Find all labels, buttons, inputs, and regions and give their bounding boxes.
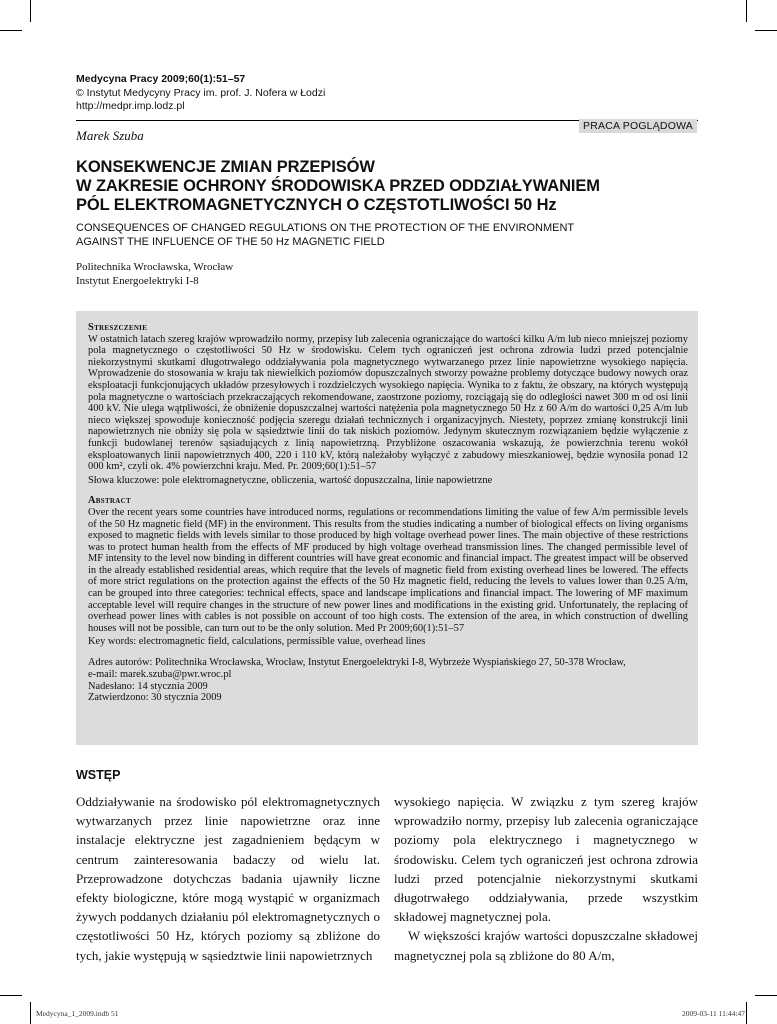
abstract-box [76, 311, 698, 745]
affiliations [76, 260, 233, 288]
author-address: Adres autorów: Politechnika Wrocławska, Wrocław, Instytut Energoelektryki I-8, Wybrzeże Wyspiańskiego 27, 50-378 Wrocław, [88, 657, 626, 669]
crop-mark [0, 30, 22, 31]
abstract-heading: Abstract [88, 495, 131, 507]
author-name: Marek Szuba [76, 128, 144, 143]
crop-mark [30, 0, 31, 22]
title-line: W ZAKRESIE OCHRONY ŚRODOWISKA PRZED ODDZIAŁYWANIEM [76, 177, 600, 195]
copyright-line: © Instytut Medycyny Pracy im. prof. J. Nofera w Łodzi [76, 86, 326, 99]
key-words: Key words: electromagnetic field, calculations, permissible value, overhead lines [88, 636, 426, 648]
crop-mark [746, 0, 747, 22]
crop-mark [0, 995, 22, 996]
author-email[interactable]: e-mail: marek.szuba@pwr.wroc.pl [88, 668, 232, 680]
streszczenie-heading: Streszczenie [88, 322, 148, 333]
affiliation-line: Politechnika Wrocławska, Wrocław [76, 261, 234, 273]
title-en-line: AGAINST THE INFLUENCE OF THE 50 Hz MAGNETIC FIELD [76, 235, 385, 248]
article-type-badge: PRACA POGLĄDOWA [579, 119, 697, 133]
crop-mark [755, 995, 777, 996]
title-en-line: CONSEQUENCES OF CHANGED REGULATIONS ON THE PROTECTION OF THE ENVIRONMENT [76, 222, 575, 234]
crop-mark [746, 1002, 747, 1024]
crop-mark [30, 1002, 31, 1024]
crop-mark [755, 30, 777, 31]
journal-header [76, 73, 325, 114]
streszczenie-text: W ostatnich latach szereg krajów wprowadziło normy, przepisy lub zalecenia ograniczające do wartości kilku A/m lub nieco mniejszej poziomy pola magnetycznego o częstotliwości 50 Hz w środowisku. Celem tych ograniczeń jest ochrona zdrowia ludzi przed potencjalnie niekorzystnymi skutkami długotrwałego oddziaływania pola magnetycznego wytwarzanego przez linie napowietrzne wysokiego napięcia. Wprowadzenie do stosowania w kraju tak niewielkich poziomów dopuszczalnych stworzy poważne problemy dotyczące budowy nowych oraz eksploatacji funkcjonujących układów przesyłowych i rozdzielczych wysokiego napięcia. Wynika to z faktu, że obszary, na których występują pola magnetyczne o wartościach przekraczających rekomendowane, zaostrzone poziomy, rozciągają się do odległości nawet 300 m od osi linii 400 kV. Nie ulega wątpliwości, że obniżenie dopuszczalnej wartości natężenia pola magnetycznego 50 Hz z 60 A/m do wartości 0,25 A/m lub nieco większej spowoduje konieczność podjęcia szeregu działań technicznych i organizacyjnych. Niestety, poprzez zmianę konstrukcji linii napowietrznych nie obniży się pola w sąsiedztwie linii do tak niskich poziomów. Jedynym skutecznym rozwiązaniem będzie wyłączenie z funkcji budowlanej terenów sąsiadujących z linią napowietrzną. Przybliżone oszacowania wskazują, że powierzchnia terenu wokół eksploatowanych linii napowietrznych 400, 220 i 110 kV, którą należałoby wyłączyć z zabudowy mieszkaniowej, będzie wynosiła ponad 12 000 km², czyli ok. 4% powierzchni kraju. Med. Pr. 2009;60(1):51–57 [88, 333, 688, 473]
journal-url[interactable]: http://medpr.imp.lodz.pl [76, 100, 185, 112]
journal-citation: Medycyna Pracy 2009;60(1):51–57 [76, 73, 246, 85]
body-paragraph: wysokiego napięcia. W związku z tym szereg krajów wprowadziło normy, przepisy lub zalecenia ograniczające poziomy pola elektrycznego i magnetycznego w środowisku. Celem tych ograniczeń jest ochrona zdrowia ludzi przed potencjalnie niekorzystnymi skutkami długotrwałego oddziaływania, przede wszystkim składowej magnetycznej pola. [394, 794, 698, 925]
body-column-left [76, 792, 380, 965]
affiliation-line: Instytut Energoelektryki I-8 [76, 275, 199, 287]
title-line: KONSEKWENCJE ZMIAN PRZEPISÓW [76, 158, 375, 176]
section-heading: WSTĘP [76, 768, 121, 782]
print-footer-left: Medycyna_1_2009.indb 51 [36, 1009, 119, 1018]
submitted-date: Nadesłano: 14 stycznia 2009 [88, 680, 208, 692]
abstract-text: Over the recent years some countries have introduced norms, regulations or recommendations limiting the value of few A/m permissible levels of the 50 Hz magnetic field (MF) in the environment. This results from the studies indicating a number of biological effects on living organisms exposed to magnetic fields with levels similar to those produced by high voltage overhead power lines. The main objective of these restrictions was to protect human health from the effects of MF produced by high voltage overhead transmission lines. The changed permissible level of MF intensity to the level now binding in different countries will have great economic and financial impact. The greatest impact will be observed in the already established residential areas, which require that the levels of magnetic field from existing overhead lines be lowered. The effects of more strict regulations on the protection against the effects of the 50 Hz magnetic field, reducing the levels to values lower than 0.25 A/m, can be grouped into three categories: technical effects, space and landscape implications and financial impact. The lowering of MF maximum acceptable level will require changes in the structure of new power lines and modifications in the existing grid. Unfortunately, the replacing of overhead power lines with cables is not possible on account of too high costs. The extension of the area, in which construction of dwelling houses will not be possible, can turn out to be the only solution. Med Pr 2009;60(1):51–57 [88, 506, 688, 634]
approved-date: Zatwierdzono: 30 stycznia 2009 [88, 692, 222, 704]
body-paragraph: W większości krajów wartości dopuszczalne składowej magnetycznej pola są zbliżone do 80 A/m, [394, 928, 698, 963]
body-paragraph: Oddziaływanie na środowisko pól elektromagnetycznych wytwarzanych przez linie napowietrzne oraz inne instalacje elektryczne jest zagadnieniem będącym w centrum zainteresowania badaczy od wielu lat. Przeprowadzone dotychczas badania ujawniły liczne efekty biologiczne, które mogą wystąpić w organizmach żywych poddanych działaniu pól elektromagnetycznych o częstotliwości 50 Hz, których poziomy są zbliżone do tych, jakie występują w sąsiedztwie linii napowietrznych [76, 794, 380, 963]
title-polish [76, 158, 698, 215]
print-footer-right: 2009-03-11 11:44:47 [682, 1009, 745, 1018]
slowa-kluczowe: Słowa kluczowe: pole elektromagnetyczne, obliczenia, wartość dopuszczalna, linie napowietrzne [88, 474, 493, 486]
correspondence-block [88, 657, 688, 704]
title-english [76, 222, 574, 249]
body-column-right [394, 792, 698, 965]
title-line: PÓL ELEKTROMAGNETYCZNYCH O CZĘSTOTLIWOŚCI 50 Hz [76, 196, 557, 214]
